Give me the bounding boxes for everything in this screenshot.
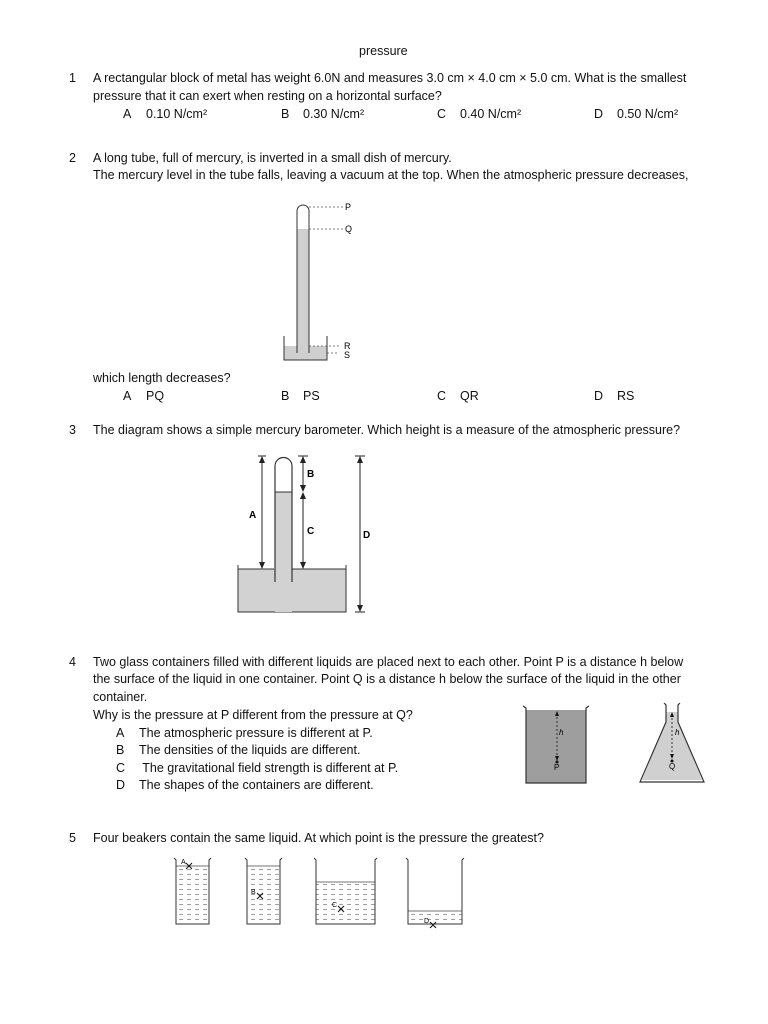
- question-text: Why is the pressure at P different from the pressure at Q?: [93, 708, 413, 722]
- option-text: The atmospheric pressure is different at P.: [139, 726, 373, 740]
- beakers-diagram: [170, 852, 470, 936]
- option-text: 0.30 N/cm²: [303, 107, 365, 121]
- label-d: D: [363, 530, 371, 541]
- page-title: pressure: [359, 44, 408, 58]
- label-s: S: [344, 350, 351, 360]
- option-text: 0.50 N/cm²: [617, 107, 679, 121]
- option-letter: C: [437, 107, 447, 121]
- label-a: A: [181, 859, 186, 866]
- question-text: The diagram shows a simple mercury barometer. Which height is a measure of the atmospheric pressure?: [93, 423, 681, 437]
- option-letter: A: [116, 726, 125, 740]
- label-q: Q: [669, 762, 676, 771]
- label-h-q: h: [675, 728, 680, 737]
- option-letter: C: [437, 389, 447, 403]
- option-text: 0.10 N/cm²: [146, 107, 208, 121]
- beaker-c-liquid: [316, 882, 375, 924]
- label-c: C: [307, 526, 315, 537]
- beaker-a-liquid: [176, 866, 209, 924]
- question-text: The mercury level in the tube falls, leaving a vacuum at the top. When the atmospheric pressure decreases,: [93, 168, 689, 182]
- question-number: 4: [69, 655, 76, 669]
- beaker-liquid: [526, 710, 586, 783]
- question-number: 2: [69, 151, 76, 165]
- label-r: R: [344, 341, 351, 351]
- tube-mercury: [275, 492, 292, 612]
- inverted-tube-diagram: [275, 198, 365, 368]
- label-a: A: [249, 510, 257, 521]
- tube-mercury: [297, 229, 309, 351]
- option-letter: D: [594, 389, 604, 403]
- containers-diagram: [520, 700, 724, 790]
- option-letter: D: [594, 107, 604, 121]
- label-c: C: [332, 902, 338, 909]
- label-b: B: [307, 469, 315, 480]
- question-text: A rectangular block of metal has weight 6.0N and measures 3.0 cm × 4.0 cm × 5.0 cm. What is the smallest: [93, 71, 687, 85]
- option-letter: A: [123, 107, 132, 121]
- option-letter: C: [116, 761, 126, 775]
- question-text: A long tube, full of mercury, is inverted in a small dish of mercury.: [93, 151, 452, 165]
- option-text: The shapes of the containers are different.: [139, 778, 374, 792]
- barometer-diagram: [236, 452, 376, 614]
- option-letter: B: [116, 743, 125, 757]
- question-text: Four beakers contain the same liquid. At which point is the pressure the greatest?: [93, 831, 544, 845]
- option-text: RS: [617, 389, 635, 403]
- option-letter: B: [281, 389, 290, 403]
- question-text: Two glass containers filled with different liquids are placed next to each other. Point P is a distance h below: [93, 655, 684, 669]
- label-h-p: h: [559, 728, 564, 737]
- label-d: D: [424, 918, 430, 925]
- option-letter: B: [281, 107, 290, 121]
- option-text: PS: [303, 389, 320, 403]
- label-b: B: [251, 889, 256, 896]
- option-letter: D: [116, 778, 126, 792]
- label-q: Q: [345, 224, 353, 234]
- option-text: QR: [460, 389, 479, 403]
- question-number: 5: [69, 831, 76, 845]
- question-text: the surface of the liquid in one container. Point Q is a distance h below the surface of the liquid in the other: [93, 672, 681, 686]
- question-text: container.: [93, 690, 148, 704]
- option-text: The densities of the liquids are different.: [139, 743, 361, 757]
- question-text: pressure that it can exert when resting on a horizontal surface?: [93, 89, 442, 103]
- question-number: 1: [69, 71, 76, 85]
- option-text: PQ: [146, 389, 165, 403]
- question-number: 3: [69, 423, 76, 437]
- question-text: which length decreases?: [93, 371, 231, 385]
- option-text: 0.40 N/cm²: [460, 107, 522, 121]
- beaker-d-liquid: [408, 911, 462, 924]
- label-p: P: [345, 202, 352, 212]
- label-p: P: [554, 763, 560, 772]
- option-text: The gravitational field strength is different at P.: [139, 761, 399, 775]
- option-letter: A: [123, 389, 132, 403]
